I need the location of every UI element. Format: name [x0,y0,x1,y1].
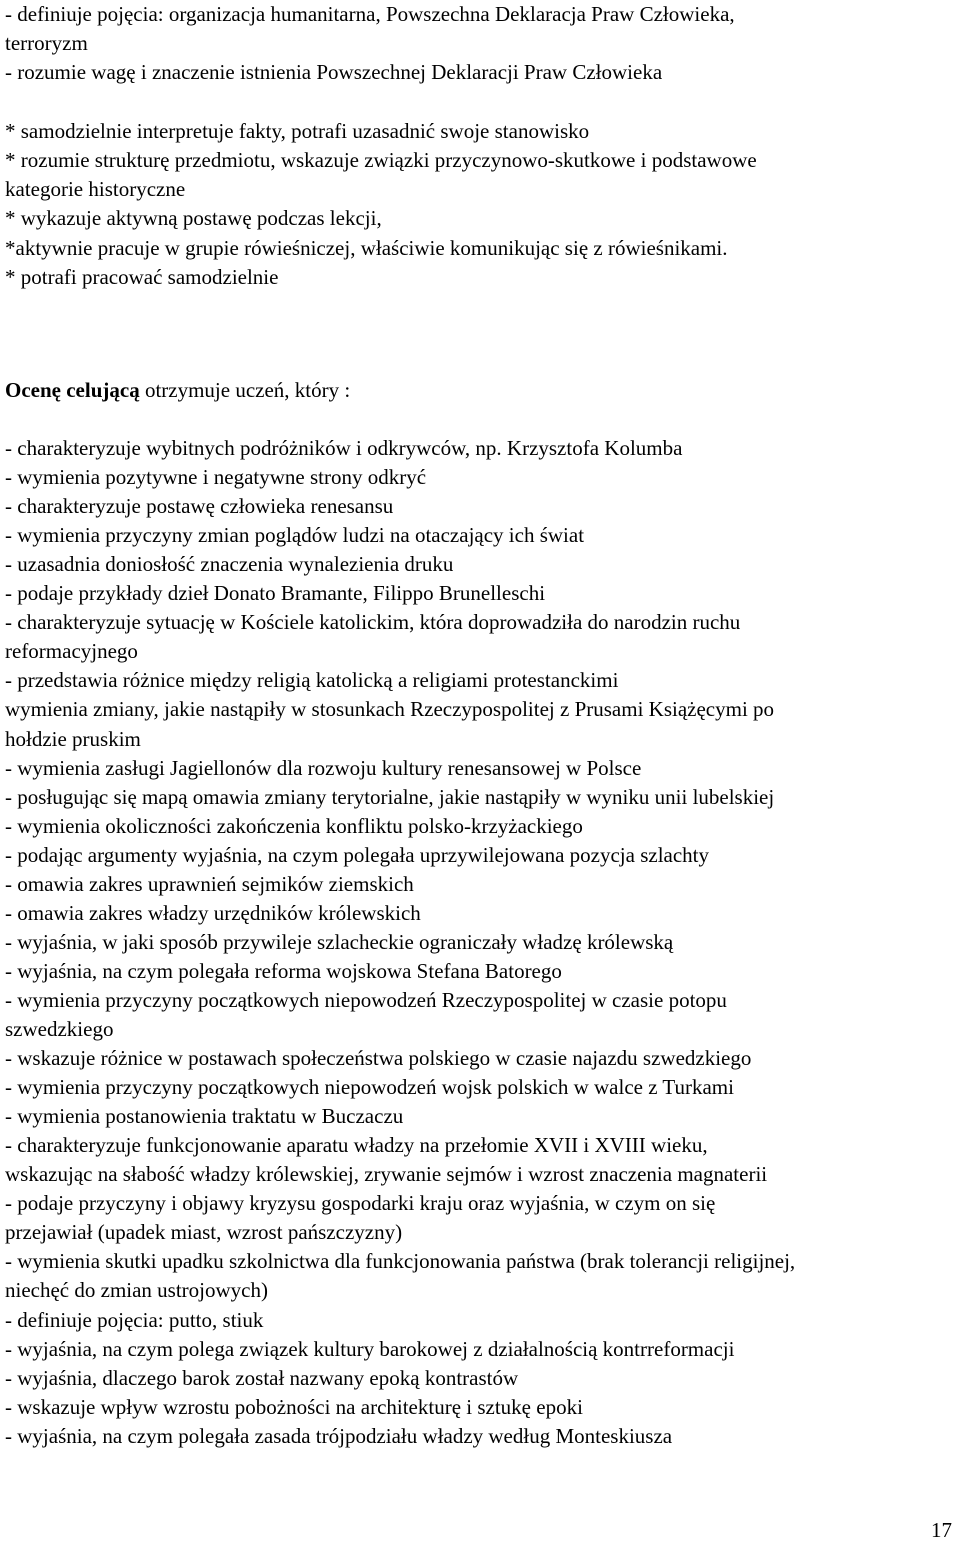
intro-line: - definiuje pojęcia: organizacja humanitarna, Powszechna Deklaracja Praw Człowieka, [5,2,735,26]
criteria-line: - wymienia pozytywne i negatywne strony odkryć [5,465,427,490]
intro-line: - rozumie wagę i znaczenie istnienia Powszechnej Deklaracji Praw Człowieka [5,60,663,85]
criteria-line: reformacyjnego [5,639,138,664]
grade-heading-rest: otrzymuje uczeń, który : [139,378,351,402]
criteria-line: szwedzkiego [5,1017,114,1041]
intro-line: * wykazuje aktywną postawę podczas lekcji, [5,206,382,231]
criteria-line: - wymienia zasługi Jagiellonów dla rozwoju kultury renesansowej w Polsce [5,755,642,780]
intro-line: * samodzielnie interpretuje fakty, potrafi uzasadnić swoje stanowisko [5,118,590,143]
criteria-line: - wyjaśnia, na czym polegała zasada trójpodziału władzy według Monteskiusza [5,1423,673,1448]
criteria-line: - wymienia postanowienia traktatu w Buczaczu [5,1104,404,1129]
criteria-line: - uzasadnia doniosłość znaczenia wynalezienia druku [5,552,454,577]
criteria-line: - podając argumenty wyjaśnia, na czym polegała uprzywilejowana pozycja szlachty [5,842,710,867]
criteria-line: wymienia zmiany, jakie nastąpiły w stosunkach Rzeczypospolitej z Prusami Książęcymi po [5,697,775,722]
criteria-line: wskazując na słabość władzy królewskiej, zrywanie sejmów i wzrost znaczenia magnaterii [5,1162,768,1187]
intro-line: terroryzm [5,31,88,56]
intro-line: kategorie historyczne [5,177,186,202]
criteria-line: - wskazuje różnice w postawach społeczeństwa polskiego w czasie najazdu szwedzkiego [5,1046,752,1071]
criteria-line: - charakteryzuje sytuację w Kościele katolickim, która doprowadziła do narodzin ruchu [5,610,741,635]
criteria-line: - charakteryzuje funkcjonowanie aparatu władzy na przełomie XVII i XVIII wieku, [5,1133,708,1158]
grade-heading-bold: Ocenę celującą [5,378,140,402]
criteria-line: niechęć do zmian ustrojowych) [5,1278,268,1303]
criteria-line: - wyjaśnia, dlaczego barok został nazwany epoką kontrastów [5,1365,519,1390]
criteria-line: - posługując się mapą omawia zmiany terytorialne, jakie nastąpiły w wyniku unii lubelskiej [5,784,775,809]
criteria-line: - omawia zakres władzy urzędników królewskich [5,900,421,925]
criteria-line: - wymienia okoliczności zakończenia konfliktu polsko-krzyżackiego [5,813,583,838]
intro-line: * rozumie strukturę przedmiotu, wskazuje związki przyczynowo-skutkowe i podstawowe [5,148,757,172]
criteria-line: - omawia zakres uprawnień sejmików ziemskich [5,871,414,896]
intro-line: *aktywnie pracuje w grupie rówieśniczej, właściwie komunikując się z rówieśnikami. [5,235,728,260]
criteria-line: - definiuje pojęcia: putto, stiuk [5,1307,264,1332]
criteria-line: - wymienia skutki upadku szkolnictwa dla funkcjonowania państwa (brak tolerancji religijnej, [5,1249,796,1274]
criteria-line: - wyjaśnia, na czym polegała reforma wojskowa Stefana Batorego [5,958,562,983]
criteria-line: - wymienia przyczyny początkowych niepowodzeń wojsk polskich w walce z Turkami [5,1075,734,1100]
criteria-line: - podaje przyczyny i objawy kryzysu gospodarki kraju oraz wyjaśnia, w czym on się [5,1191,716,1216]
criteria-line: - wskazuje wpływ wzrostu pobożności na architekturę i sztukę epoki [5,1394,583,1419]
intro-line: * potrafi pracować samodzielnie [5,264,279,289]
grade-heading [5,376,350,405]
criteria-line: - wyjaśnia, na czym polega związek kultury barokowej z działalnością kontrreformacji [5,1336,735,1361]
criteria-line: - charakteryzuje wybitnych podróżników i odkrywców, np. Krzysztofa Kolumba [5,436,683,460]
criteria-line: - wymienia przyczyny początkowych niepowodzeń Rzeczypospolitej w czasie potopu [5,987,727,1012]
page-number: 17 [931,1518,952,1542]
criteria-line: - wymienia przyczyny zmian poglądów ludzi na otaczający ich świat [5,523,585,548]
criteria-line: przejawiał (upadek miast, wzrost pańszczyzny) [5,1220,403,1245]
criteria-line: - przedstawia różnice między religią katolicką a religiami protestanckimi [5,668,619,693]
criteria-line: - charakteryzuje postawę człowieka renesansu [5,494,394,519]
criteria-line: hołdzie pruskim [5,726,141,751]
criteria-line: - wyjaśnia, w jaki sposób przywileje szlacheckie ograniczały władzę królewską [5,929,674,954]
criteria-line: - podaje przykłady dzieł Donato Bramante, Filippo Brunelleschi [5,581,546,606]
